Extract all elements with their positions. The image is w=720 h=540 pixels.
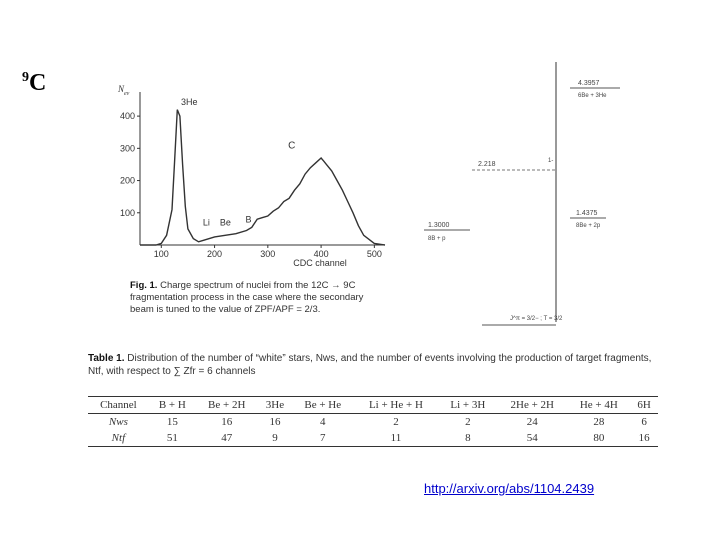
spectrum-curve bbox=[140, 110, 385, 245]
table-cell: 24 bbox=[526, 416, 538, 428]
y-tick-label: 100 bbox=[119, 207, 135, 218]
header-cell: Li + He + H bbox=[368, 399, 423, 411]
x-tick-label: 100 bbox=[153, 249, 169, 259]
table-cell: 2 bbox=[393, 416, 399, 428]
table-caption-label: Table 1. bbox=[88, 353, 125, 364]
table-cell: 7 bbox=[320, 432, 326, 444]
table-cell: 47 bbox=[221, 432, 233, 444]
header-cell: 6H bbox=[637, 399, 651, 411]
arxiv-link[interactable]: http://arxiv.org/abs/1104.2439 bbox=[424, 481, 595, 496]
element-symbol: C bbox=[29, 70, 47, 96]
x-tick-label: 400 bbox=[313, 249, 329, 259]
x-tick-label: 200 bbox=[207, 249, 223, 259]
y-axis-label: $N_{ev}$ bbox=[118, 84, 130, 97]
table-cell: 16 bbox=[221, 416, 233, 428]
table-cell: 16 bbox=[269, 416, 281, 428]
table-row bbox=[88, 414, 658, 431]
level-low-label: 8Be + 2p bbox=[576, 223, 601, 229]
plot-axes bbox=[120, 92, 385, 259]
level-top-energy: 4.3957 bbox=[578, 80, 600, 87]
peak-label: 3He bbox=[181, 96, 198, 107]
table-cell: 8 bbox=[465, 432, 471, 444]
level-mid-energy: 2.218 bbox=[478, 161, 496, 168]
table-cell: 51 bbox=[166, 432, 178, 444]
level-scheme-diagram bbox=[420, 60, 640, 330]
figure-caption-label: Fig. 1. bbox=[130, 280, 158, 291]
table-caption bbox=[88, 352, 668, 378]
slide-title bbox=[22, 70, 46, 97]
distribution-table bbox=[88, 396, 658, 447]
header-cell: Channel bbox=[100, 399, 137, 411]
peak-label: B bbox=[245, 214, 252, 225]
header-cell: 3He bbox=[265, 399, 285, 411]
level-top-label: 6Be + 3He bbox=[578, 93, 607, 99]
header-cell: Li + 3H bbox=[450, 399, 486, 411]
header-cell: B + H bbox=[158, 399, 186, 411]
x-tick-label: 500 bbox=[366, 249, 382, 259]
ground-spin-label: J^π = 3/2− ; T = 3/2 bbox=[510, 316, 563, 322]
table-cell: 2 bbox=[465, 416, 471, 428]
figure-caption-text: Charge spectrum of nuclei from the 12C → 9C fragmentation process in the case where the secondary beam is tuned to the value of ZPF/APF = 2/3. bbox=[130, 280, 364, 315]
y-tick-label: 200 bbox=[119, 175, 135, 186]
charge-spectrum-plot bbox=[100, 80, 400, 270]
table-cell: 4 bbox=[320, 416, 326, 428]
level-mid-jpi: 1- bbox=[548, 158, 554, 164]
table-cell: 11 bbox=[390, 432, 402, 444]
mass-number: 9 bbox=[22, 70, 29, 85]
peak-label: C bbox=[288, 140, 296, 152]
y-tick-label: 400 bbox=[119, 111, 135, 122]
x-tick-label: 300 bbox=[260, 249, 276, 259]
row-label: Ntf bbox=[111, 432, 126, 444]
table-cell: 80 bbox=[593, 432, 605, 444]
figure-caption bbox=[130, 280, 380, 316]
level-left-label: 8B + p bbox=[428, 236, 446, 242]
header-cell: He + 4H bbox=[579, 399, 618, 411]
level-low-energy: 1.4375 bbox=[576, 210, 598, 217]
y-tick-label: 300 bbox=[119, 143, 135, 154]
row-label: Nws bbox=[108, 416, 128, 428]
level-left-energy: 1.3000 bbox=[428, 222, 450, 229]
peak-label: Be bbox=[219, 217, 231, 228]
header-cell: 2He + 2H bbox=[510, 399, 554, 411]
x-axis-label: CDC channel bbox=[293, 258, 347, 268]
table-cell: 16 bbox=[638, 432, 650, 444]
header-cell: Be + 2H bbox=[208, 399, 246, 411]
table-cell: 15 bbox=[166, 416, 178, 428]
table-cell: 9 bbox=[272, 432, 278, 444]
table-row bbox=[88, 430, 658, 447]
table-cell: 6 bbox=[641, 416, 647, 428]
table-cell: 54 bbox=[526, 432, 538, 444]
table-cell: 28 bbox=[593, 416, 605, 428]
table-header-row bbox=[88, 397, 658, 414]
header-cell: Be + He bbox=[304, 399, 342, 411]
peak-label: Li bbox=[202, 217, 210, 228]
table-caption-text: Distribution of the number of “white” stars, Nws, and the number of events involving the production of target fragments, Ntf, with respect to ∑ Zfr = 6 channels bbox=[88, 353, 652, 377]
